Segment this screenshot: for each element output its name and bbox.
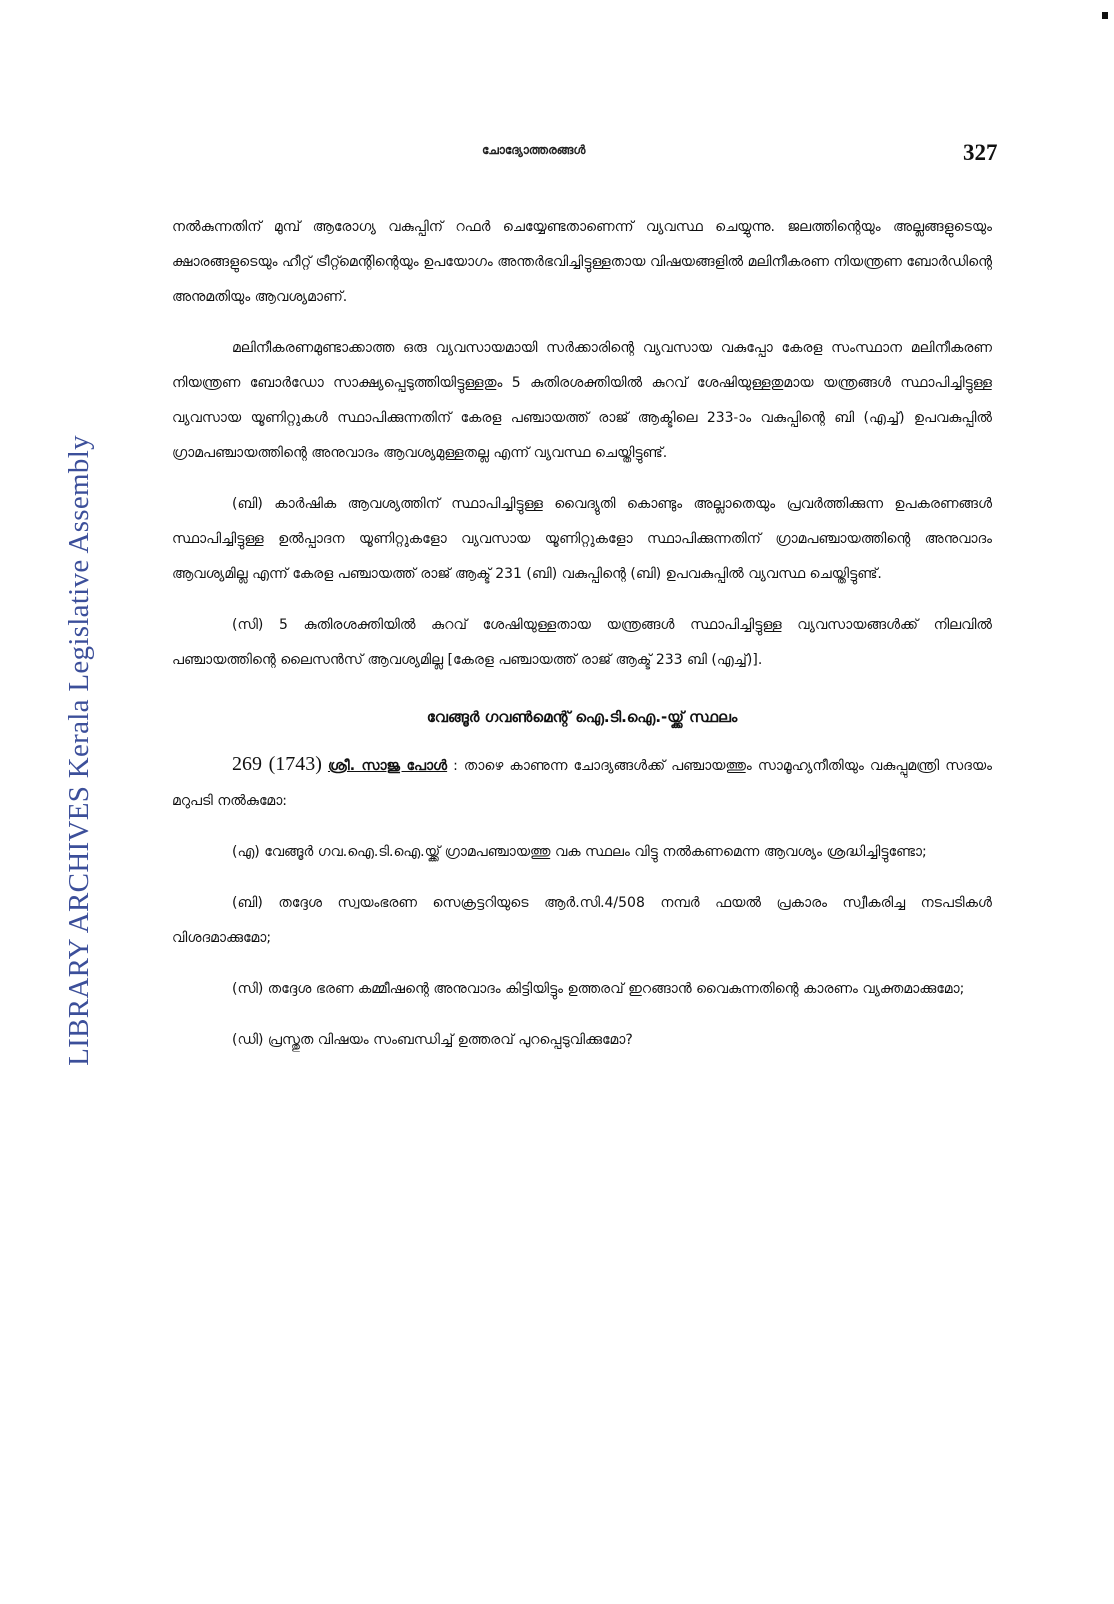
watermark-text: LIBRARY ARCHIVES Kerala Legislative Assembly xyxy=(62,434,95,1066)
question-intro-text: : താഴെ കാണുന്ന ചോദ്യങ്ങൾക്ക് പഞ്ചായത്തും സാമൂഹ്യനീതിയും വകുപ്പുമന്ത്രി സദയം മറുപടി നൽകുമോ: xyxy=(172,758,993,809)
member-name: ശ്രീ. സാജു പോൾ xyxy=(327,758,448,774)
page-number: 327 xyxy=(963,140,998,165)
question-item-c: (സി) തദ്ദേശ ഭരണ കമ്മീഷന്റെ അനുവാദം കിട്ടിയിട്ടും ഉത്തരവ് ഇറങ്ങാൻ വൈകുന്നതിന്റെ കാരണം വ്യക്തമാക്കുമോ; xyxy=(232,981,965,997)
question-item-b: (ബി) തദ്ദേശ സ്വയംഭരണ സെക്രട്ടറിയുടെ ആർ.സി.4/508 നമ്പർ ഫയൽ പ്രകാരം സ്വീകരിച്ച നടപടികൾ വിശദമാക്കുമോ; xyxy=(172,895,992,946)
question-item-d: (ഡി) പ്രസ്തുത വിഷയം സംബന്ധിച്ച് ഉത്തരവ് പുറപ്പെടുവിക്കുമോ? xyxy=(232,1032,633,1048)
answer-paragraph: മലിനീകരണമുണ്ടാക്കാത്ത ഒരു വ്യവസായമായി സർക്കാരിന്റെ വ്യവസായ വകുപ്പോ കേരള സംസ്ഥാന മലിനീകരണ നിയന്ത്രണ ബോർഡോ സാക്ഷ്യപ്പെടുത്തിയിട്ടുള്ളതും 5 കുതിരശക്തിയിൽ കുറവ് ശേഷിയുള്ളതുമായ യന്ത്രങ്ങൾ സ്ഥാപിച്ചിട്ടുള്ള വ്യവസായ യൂണിറ്റുകൾ സ്ഥാപിക്കുന്നതിന് കേരള പഞ്ചായത്ത് രാജ് ആക്ടിലെ 233-ാം വകുപ്പിന്റെ ബി (എച്ച്) ഉപവകുപ്പിൽ ഗ്രാമപഞ്ചായത്തിന്റെ അനുവാദം ആവശ്യമുള്ളതല്ല എന്ന് വ്യവസ്ഥ ചെയ്തിട്ടുണ്ട്. xyxy=(172,340,992,461)
page-body xyxy=(172,210,992,1074)
running-title: ചോദ്യോത്തരങ്ങൾ xyxy=(482,143,586,157)
answer-item-c: (സി) 5 കുതിരശക്തിയിൽ കുറവ് ശേഷിയുള്ളതായ യന്ത്രങ്ങൾ സ്ഥാപിച്ചിട്ടുള്ള വ്യവസായങ്ങൾക്ക് നിലവിൽ പഞ്ചായത്തിന്റെ ലൈസൻസ് ആവശ്യമില്ല [കേരള പഞ്ചായത്ത് രാജ് ആക്ട് 233 ബി (എച്ച്)]. xyxy=(172,617,992,668)
question-intro xyxy=(172,747,992,819)
question-item-a: (എ) വേങ്ങൂർ ഗവ.ഐ.ടി.ഐ.യ്ക്ക് ഗ്രാമപഞ്ചായത്തു വക സ്ഥലം വിട്ടു നൽകണമെന്ന ആവശ്യം ശ്രദ്ധിച്ചിട്ടുണ്ടോ; xyxy=(232,844,927,860)
question-heading: വേങ്ങൂർ ഗവൺമെന്റ് ഐ.ടി.ഐ.-യ്ക്ക് സ്ഥലം xyxy=(426,708,738,726)
answer-item-b: (ബി) കാർഷിക ആവശ്യത്തിന് സ്ഥാപിച്ചിട്ടുള്ള വൈദ്യുതി കൊണ്ടും അല്ലാതെയും പ്രവർത്തിക്കുന്ന ഉപകരണങ്ങൾ സ്ഥാപിച്ചിട്ടുള്ള ഉൽപ്പാദന യൂണിറ്റുകളോ വ്യവസായ യൂണിറ്റുകളോ സ്ഥാപിക്കുന്നതിന് ഗ്രാമപഞ്ചായത്തിന്റെ അനുവാദം ആവശ്യമില്ല എന്ന് കേരള പഞ്ചായത്ത് രാജ് ആക്ട് 231 (ബി) വകുപ്പിന്റെ (ബി) ഉപവകുപ്പിൽ വ്യവസ്ഥ ചെയ്തിട്ടുണ്ട്. xyxy=(172,496,992,582)
answer-paragraph-continued: നൽകുന്നതിന് മുമ്പ് ആരോഗ്യ വകുപ്പിന് റഫർ ചെയ്യേണ്ടതാണെന്ന് വ്യവസ്ഥ ചെയ്യുന്നു. ജലത്തിന്റെയും അല്ലങ്ങളുടെയും ക്ഷാരങ്ങളുടെയും ഹീറ്റ് ട്രീറ്റ്മെന്റിന്റെയും ഉപയോഗം അന്തർഭവിച്ചിട്ടുള്ളതായ വിഷയങ്ങളിൽ മലിനീകരണ നിയന്ത്രണ ബോർഡിന്റെ അനുമതിയും ആവശ്യമാണ്. xyxy=(172,219,992,305)
scan-mark xyxy=(1102,12,1108,19)
archive-watermark xyxy=(55,370,103,1130)
question-number: 269 (1743) xyxy=(232,753,322,775)
